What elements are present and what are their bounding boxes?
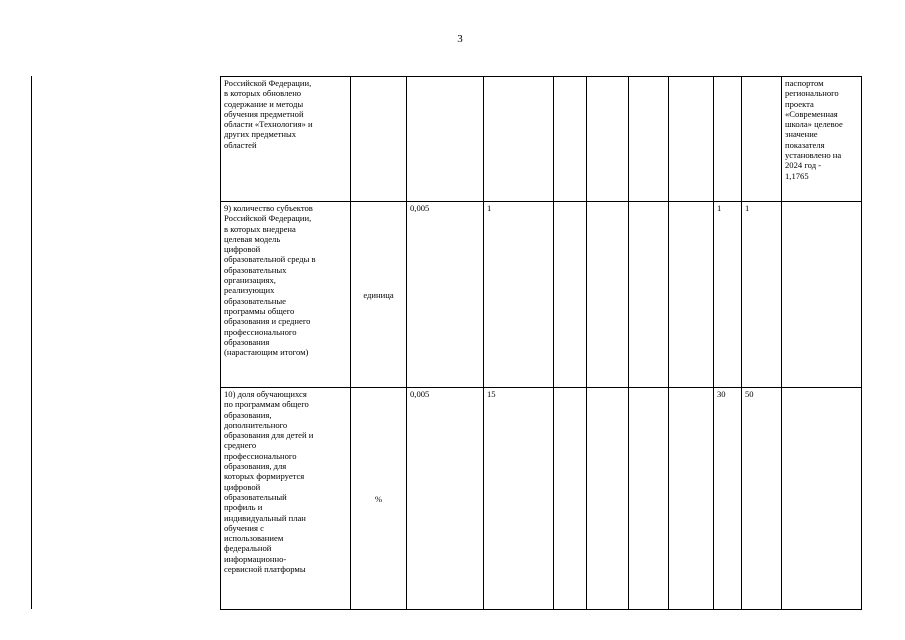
base-value-cell: 0,005 [407, 388, 484, 610]
value-cell [742, 77, 782, 202]
note-cell [782, 388, 862, 610]
value-cell [554, 202, 587, 388]
value-cell [669, 77, 714, 202]
value-cell [587, 77, 629, 202]
indicator-cell: 9) количество субъектов Российской Федерации, в которых внедрена целевая модель цифровой образовательной среды в образовательных организациях, реализующих образовательные программы общего образования и среднего профессионального образования (нарастающим итогом) [221, 202, 351, 388]
base-value-cell: 0,005 [407, 202, 484, 388]
value-cell [714, 77, 742, 202]
value-cell: 1 [742, 202, 782, 388]
value-cell [669, 202, 714, 388]
indicator-cell: 10) доля обучающихся по программам общего образования, дополнительного образования для детей и среднего профессионального образования, для которых формируется цифровой образовательный профиль и индивидуальный план обучения с использованием федеральной информационно- сервисной платформы [221, 388, 351, 610]
value-cell: 1 [484, 202, 554, 388]
value-cell [629, 388, 669, 610]
value-cell [669, 388, 714, 610]
value-cell [587, 388, 629, 610]
note-cell [782, 202, 862, 388]
value-cell [484, 77, 554, 202]
value-cell: 50 [742, 388, 782, 610]
value-cell [554, 77, 587, 202]
page-number: 3 [457, 33, 463, 45]
table-row [221, 388, 862, 610]
indicator-cell: Российской Федерации, в которых обновлено содержание и методы обучения предметной области «Технология» и других предметных областей [221, 77, 351, 202]
base-value-cell [407, 77, 484, 202]
indicators-table [220, 76, 862, 610]
value-cell: 15 [484, 388, 554, 610]
unit-cell: % [351, 388, 407, 610]
value-cell [629, 202, 669, 388]
unit-cell: единица [351, 202, 407, 388]
value-cell [629, 77, 669, 202]
table-row [221, 202, 862, 388]
left-margin-line [31, 76, 32, 609]
value-cell: 1 [714, 202, 742, 388]
note-cell: паспортом регионального проекта «Современная школа» целевое значение показателя установлено на 2024 год - 1,1765 [782, 77, 862, 202]
unit-cell [351, 77, 407, 202]
value-cell: 30 [714, 388, 742, 610]
value-cell [587, 202, 629, 388]
value-cell [554, 388, 587, 610]
table-row [221, 77, 862, 202]
